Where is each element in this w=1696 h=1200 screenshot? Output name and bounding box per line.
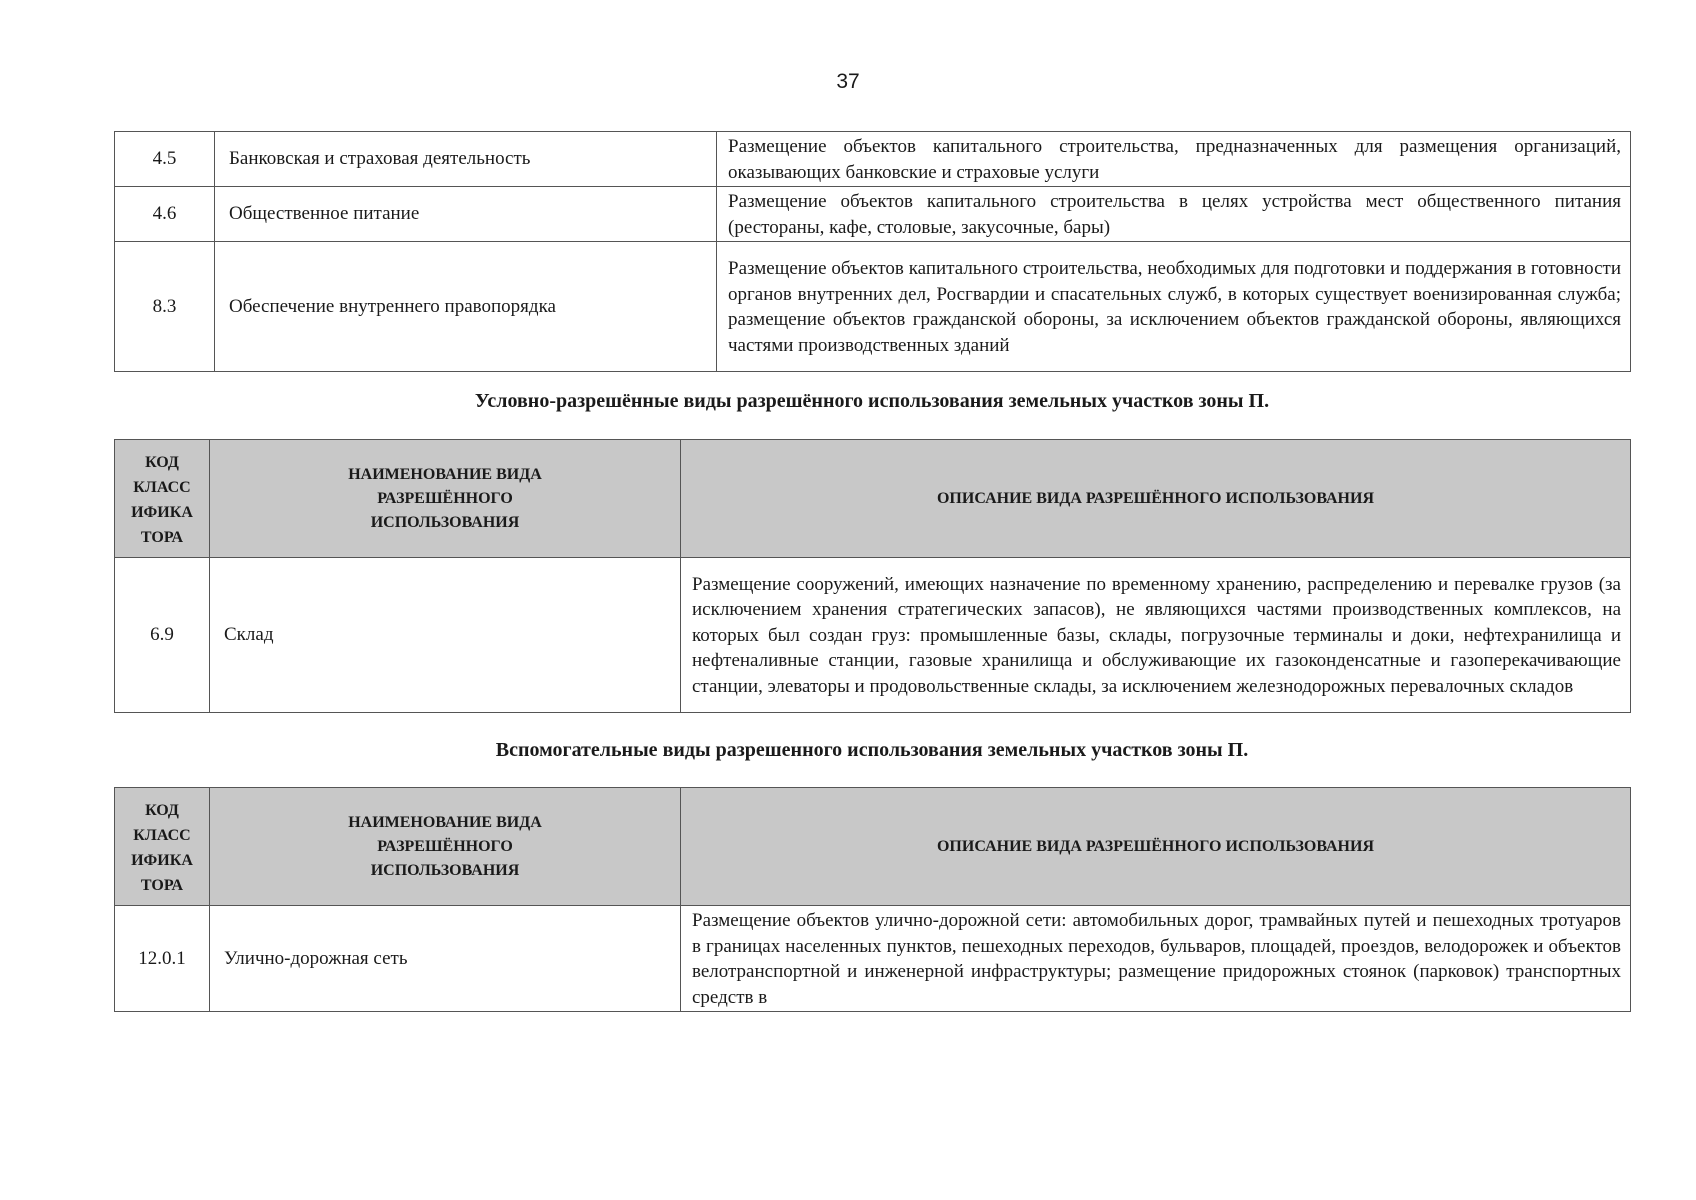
header-name <box>210 440 681 558</box>
header-description: ОПИСАНИЕ ВИДА РАЗРЕШЁННОГО ИСПОЛЬЗОВАНИЯ <box>681 440 1631 558</box>
classifier-code: 4.6 <box>115 187 215 242</box>
auxiliary-uses-table <box>114 787 1631 1012</box>
classifier-code: 8.3 <box>115 242 215 372</box>
conditional-uses-table <box>114 439 1631 713</box>
header-name-label: НАИМЕНОВАНИЕ ВИДА РАЗРЕШЁННОГО ИСПОЛЬЗОВАНИЯ <box>348 465 542 531</box>
use-type-description: Размещение объектов капитального строительства в целях устройства мест общественного питания (рестораны, кафе, столовые, закусочные, бары) <box>717 187 1631 242</box>
table-row <box>115 558 1631 713</box>
use-type-description: Размещение объектов улично-дорожной сети: автомобильных дорог, трамвайных путей и пешеходных тротуаров в границах населенных пунктов, пешеходных переходов, бульваров, площадей, проездов, велодорожек и объектов велотранспортной и инженерной инфраструктуры; размещение придорожных стоянок (парковок) транспортных средств в <box>681 906 1631 1012</box>
conditional-uses-heading: Условно-разрешённые виды разрешённого использования земельных участков зоны П. <box>474 390 1270 412</box>
page-number: 37 <box>836 70 860 93</box>
classifier-code: 6.9 <box>115 558 210 713</box>
table-header-row <box>115 788 1631 906</box>
use-type-description: Размещение объектов капитального строительства, предназначенных для размещения организаций, оказывающих банковские и страховые услуги <box>717 132 1631 187</box>
header-name-label: НАИМЕНОВАНИЕ ВИДА РАЗРЕШЁННОГО ИСПОЛЬЗОВАНИЯ <box>348 813 542 879</box>
use-type-name: Общественное питание <box>215 187 717 242</box>
table-row <box>115 906 1631 1012</box>
table-row <box>115 242 1631 372</box>
table-row <box>115 187 1631 242</box>
auxiliary-uses-heading: Вспомогательные виды разрешенного использования земельных участков зоны П. <box>495 739 1249 761</box>
header-code: КОД КЛАСС ИФИКА ТОРА <box>115 440 210 558</box>
use-type-description: Размещение объектов капитального строительства, необходимых для подготовки и поддержания в готовности органов внутренних дел, Росгвардии и спасательных служб, в которых существует военизированная служба; размещение объектов гражданской обороны, за исключением объектов гражданской обороны, являющихся частями производственных зданий <box>717 242 1631 372</box>
use-type-description: Размещение сооружений, имеющих назначение по временному хранению, распределению и перевалке грузов (за исключением хранения стратегических запасов), не являющихся частями производственных комплексов, на которых был создан груз: промышленные базы, склады, погрузочные терминалы и доки, нефтехранилища и нефтеналивные станции, газовые хранилища и обслуживающие их газоконденсатные и газоперекачивающие станции, элеваторы и продовольственные склады, за исключением железнодорожных перевалочных складов <box>681 558 1631 713</box>
use-type-name: Склад <box>210 558 681 713</box>
header-code: КОД КЛАСС ИФИКА ТОРА <box>115 788 210 906</box>
classifier-code: 4.5 <box>115 132 215 187</box>
use-type-name: Улично-дорожная сеть <box>210 906 681 1012</box>
classifier-code: 12.0.1 <box>115 906 210 1012</box>
use-type-name: Обеспечение внутреннего правопорядка <box>215 242 717 372</box>
header-name <box>210 788 681 906</box>
header-description: ОПИСАНИЕ ВИДА РАЗРЕШЁННОГО ИСПОЛЬЗОВАНИЯ <box>681 788 1631 906</box>
use-type-name: Банковская и страховая деятельность <box>215 132 717 187</box>
main-permitted-uses-table <box>114 131 1631 372</box>
table-row <box>115 132 1631 187</box>
table-header-row <box>115 440 1631 558</box>
